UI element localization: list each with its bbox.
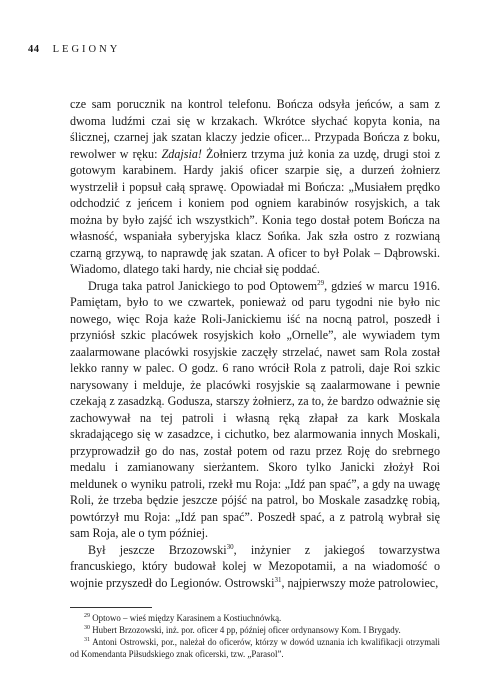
footnote-ref-29: 29 <box>317 278 325 287</box>
footnote-number: 29 <box>84 613 90 620</box>
paragraph-1 <box>70 96 440 278</box>
main-text <box>70 96 440 591</box>
running-header <box>28 44 120 55</box>
paragraph-2 <box>70 278 440 542</box>
paragraph-2-continued: , gdzieś w marcu 1916. Pamiętam, było to we czwartek, ponieważ od paru tygodni nie było nic nowego, więc Roja każe Roli-Janickiemu iść na nocną patrol, poszedł i przyniósł szkic placówek rosyjskich koło „Ornelle”, ale wywiadem tym zaalarmowane placówki rosyjskie zaczęły strzelać, nawet sam Rola został lekko ranny w palec. O godz. 6 rano wrócił Rola z patroli, daje Roi szkic narysowany i melduje, że placówki rosyjskie są zaalarmowane i pewnie czekają z zasadzką. Godusza, starszy żołnierz, za to, że bardzo odważnie się zachowywał na tej patroli i własną ręką złapał za kark Moskala skradającego się w zasadzce, i cichutko, bez alarmowania innych Moskali, przyprowadził go do nas, został potem od razu przez Roję do srebrnego medalu i zamianowany sierżantem. Skoro tylko Janicki złożył Roi meldunek o wyniku patroli, rzekł mu Roja: „Idź pan spać”, a gdy na uwagę Roli, że trzeba będzie jeszcze pójść na patrol, bo Moskale zasadzkę robią, powtórzył mu Roja: „Idź pan spać”. Poszedł spać, a z patrolą wybrał się sam Roja, ale o tym później. <box>70 278 440 540</box>
footnote-number: 31 <box>84 637 90 644</box>
paragraph-2-text: Druga taka patrol Janickiego to pod Optowem <box>88 278 318 293</box>
page-number: 44 <box>28 44 40 55</box>
paragraph-3-middle: , inżynier z jakiegoś towarzystwa francuskiego, który budował kolej w Mezopotamii, a na wiadomość o wojnie przyszedł do Legionów. Ostrowski <box>70 542 440 590</box>
footnote-ref-31: 31 <box>274 575 282 584</box>
footnote-ref-30: 30 <box>226 542 234 551</box>
footnote-text: Optowo – wieś między Karasinem a Kostiuchnówką. <box>92 613 282 623</box>
footnote-31 <box>70 636 440 660</box>
paragraph-3-text: Był jeszcze Brzozowski <box>88 542 227 557</box>
footnote-29 <box>70 612 440 624</box>
footnotes <box>70 612 440 660</box>
footnote-30 <box>70 624 440 636</box>
footnote-separator <box>70 607 152 608</box>
paragraph-3 <box>70 542 440 592</box>
footnote-text: Antoni Ostrowski, por., należał do oficerów, którzy w dowód uznania ich kwalifikacji otrzymali od Komendanta Piłsudskiego znak oficerski, tzw. „Parasol”. <box>70 637 440 659</box>
paragraph-1-emphasis: Zdajsia! <box>161 146 202 161</box>
paragraph-1-text: cze sam porucznik na kontrol telefonu. Bończa odsyła jeńców, a sam z dwoma ludźmi czai się w krzakach. Wkrótce słychać kopyta konia, na ślicznej, czarnej jak szatan klaczy jedzie oficer... Przypada Bończa z boku, rewolwer w ręku: <box>70 97 440 161</box>
footnote-number: 30 <box>84 625 90 632</box>
paragraph-1-continued: Żołnierz trzyma już konia za uzdę, drugi stoi z gotowym karabinem. Hardy jakiś oficer szarpie się, a durzeń żołnierz wystrzelił i popsuł całą sprawę. Opowiadał mi Bończa: „Musiałem prędko odchodzić z jeńcem i koniem pod ogniem karabinów rosyjskich, a tak można by było zajść ich wszystkich”. Konia tego dostał potem Bończa na własność, wspaniała syberyjska klacz Sońka. Jak szła ostro z rozwianą czarną grzywą, to naprawdę jak szatan. A oficer to był Polak – Dąbrowski. Wiadomo, dlatego taki hardy, nie chciał się poddać. <box>70 146 440 276</box>
running-title: LEGIONY <box>52 44 121 55</box>
paragraph-3-end: , najpierwszy może patrolowiec, <box>281 575 439 590</box>
footnote-text: Hubert Brzozowski, inż. por. oficer 4 pp, później oficer ordynansowy Kom. I Brygady. <box>92 625 401 635</box>
